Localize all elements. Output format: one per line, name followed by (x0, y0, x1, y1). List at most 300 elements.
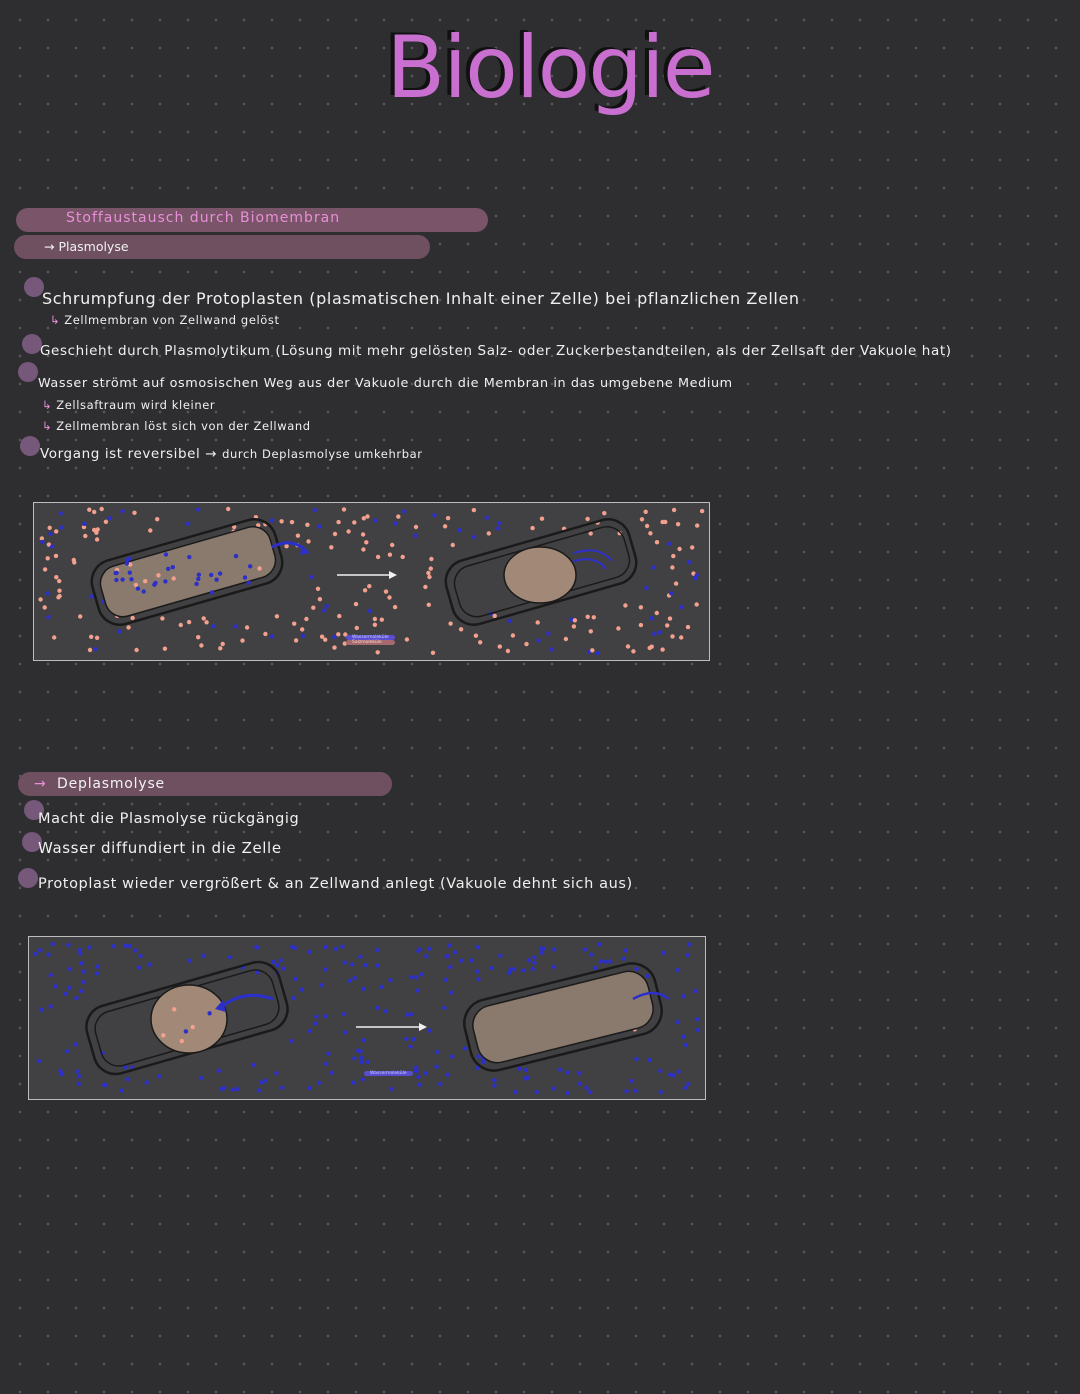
molecule-dot (634, 967, 638, 971)
molecule-dot (92, 510, 96, 514)
molecule-dot (343, 1030, 347, 1034)
molecule-dot (687, 942, 691, 946)
molecule-dot (404, 1037, 408, 1041)
molecule-dot (334, 947, 338, 951)
molecule-dot (434, 1065, 438, 1069)
molecule-dot (531, 967, 535, 971)
molecule-dot (251, 1063, 255, 1067)
molecule-dot (384, 1009, 388, 1013)
molecule-dot (681, 994, 685, 998)
plasmolyse-diagram (33, 502, 710, 661)
molecule-dot (573, 618, 577, 622)
molecule-dot (46, 615, 50, 619)
molecule-dot (270, 518, 274, 522)
molecule-dot (401, 555, 405, 559)
molecule-dot (271, 960, 275, 964)
note-text: Protoplast wieder vergrößert & an Zellwand anlegt (Vakuole dehnt sich aus) (38, 876, 633, 892)
molecule-dot (387, 595, 391, 599)
molecule-dot (79, 961, 83, 965)
molecule-dot (376, 555, 380, 559)
molecule-dot (572, 624, 576, 628)
molecule-dot (453, 950, 457, 954)
note-text: Zellmembran von Zellwand gelöst (64, 313, 280, 327)
molecule-dot (126, 1077, 130, 1081)
molecule-dot (414, 525, 418, 529)
molecule-dot (589, 629, 593, 633)
molecule-dot (524, 642, 528, 646)
molecule-dot (361, 987, 365, 991)
molecule-dot (74, 1042, 78, 1046)
molecule-dot (523, 1076, 527, 1080)
molecule-dot (590, 648, 594, 652)
molecule-dot (161, 1033, 165, 1037)
molecule-dot (350, 962, 354, 966)
molecule-dot (352, 1056, 356, 1060)
molecule-dot (40, 540, 44, 544)
molecule-dot (301, 634, 305, 638)
molecule-dot (431, 651, 435, 655)
molecule-dot (240, 638, 244, 642)
molecule-dot (104, 520, 108, 524)
molecule-dot (143, 579, 147, 583)
molecule-dot (120, 1088, 124, 1092)
molecule-dot (624, 948, 628, 952)
deplasmolyse-heading (34, 776, 165, 792)
molecule-dot (448, 621, 452, 625)
molecule-dot (498, 644, 502, 648)
molecule-dot (427, 575, 431, 579)
molecule-dot (279, 958, 283, 962)
molecule-dot (686, 625, 690, 629)
molecule-dot (393, 605, 397, 609)
molecule-dot (416, 949, 420, 953)
molecule-dot (43, 567, 47, 571)
molecule-dot (171, 565, 175, 569)
sub-heading (44, 239, 129, 254)
arrow-right-icon: → (34, 776, 58, 792)
molecule-dot (420, 972, 424, 976)
molecule-dot (411, 1037, 415, 1041)
molecule-dot (474, 634, 478, 638)
molecule-dot (89, 635, 93, 639)
molecule-dot (511, 633, 515, 637)
molecule-dot (259, 1080, 263, 1084)
molecule-dot (59, 511, 63, 515)
molecule-dot (163, 579, 167, 583)
note-line (38, 876, 633, 892)
molecule-dot (629, 1079, 633, 1083)
molecule-dot (88, 648, 92, 652)
molecule-dot (354, 602, 358, 606)
molecule-dot (82, 522, 86, 526)
molecule-dot (374, 518, 378, 522)
molecule-dot (390, 543, 394, 547)
molecule-dot (38, 597, 42, 601)
molecule-dot (142, 589, 146, 593)
molecule-dot (79, 989, 83, 993)
molecule-dot (390, 1087, 394, 1091)
molecule-dot (290, 945, 294, 949)
molecule-dot (280, 1086, 284, 1090)
note-sub-line (42, 398, 215, 412)
molecule-dot (63, 992, 67, 996)
molecule-dot (194, 582, 198, 586)
molecule-dot (459, 627, 463, 631)
molecule-dot (300, 987, 304, 991)
legend-water: Wassermoleküle (346, 635, 395, 640)
molecule-dot (451, 543, 455, 547)
molecule-dot (672, 508, 676, 512)
molecule-dot (211, 624, 215, 628)
molecule-dot (626, 644, 630, 648)
molecule-dot (274, 1071, 278, 1075)
molecule-dot (164, 552, 168, 556)
note-text: durch Deplasmolyse umkehrbar (222, 447, 423, 461)
molecule-dot (307, 1086, 311, 1090)
molecule-dot (275, 963, 279, 967)
molecule-dot (427, 603, 431, 607)
molecule-dot (275, 614, 279, 618)
molecule-dot (682, 1035, 686, 1039)
molecule-dot (530, 526, 534, 530)
molecule-dot (552, 947, 556, 951)
molecule-dot (231, 1088, 235, 1092)
molecule-dot (478, 640, 482, 644)
molecule-dot (668, 1073, 672, 1077)
molecule-dot (432, 513, 436, 517)
molecule-dot (54, 554, 58, 558)
molecule-dot (137, 965, 141, 969)
molecule-dot (129, 577, 133, 581)
note-text: Schrumpfung der Protoplasten (plasmatischen Inhalt einer Zelle) bei pflanzlichen Zellen (42, 289, 800, 308)
note-text: Geschieht durch Plasmolytikum (Lösung mit mehr gelösten Salz- oder Zuckerbestandteilen, als der Zellsaft der Vakuole hat) (40, 343, 952, 359)
bullet-dot (24, 277, 44, 297)
molecule-dot (92, 528, 96, 532)
molecule-dot (264, 1079, 268, 1083)
molecule-dot (257, 1088, 261, 1092)
molecule-dot (179, 623, 183, 627)
molecule-dot (300, 627, 304, 631)
molecule-dot (337, 614, 341, 618)
molecule-dot (155, 517, 159, 521)
molecule-dot (380, 618, 384, 622)
molecule-dot (693, 576, 697, 580)
molecule-dot (307, 950, 311, 954)
molecule-dot (204, 620, 208, 624)
molecule-dot (209, 573, 213, 577)
molecule-dot (127, 557, 131, 561)
molecule-dot (686, 1082, 690, 1086)
molecule-dot (388, 553, 392, 557)
molecule-dot (184, 1029, 188, 1033)
molecule-dot (647, 1058, 651, 1062)
molecule-dot (342, 507, 346, 511)
molecule-dot (648, 646, 652, 650)
note-line (40, 446, 423, 462)
molecule-dot (308, 1029, 312, 1033)
molecule-dot (540, 951, 544, 955)
section-heading: Stoffaustausch durch Biomembran (66, 210, 341, 226)
bullet-dot (20, 436, 40, 456)
molecule-dot (442, 1006, 446, 1010)
molecule-dot (59, 525, 63, 529)
molecule-dot (577, 1071, 581, 1075)
molecule-dot (646, 974, 650, 978)
molecule-dot (449, 990, 453, 994)
molecule-dot (120, 577, 124, 581)
molecule-dot (429, 557, 433, 561)
section-heading-bar (16, 208, 488, 232)
molecule-dot (218, 571, 222, 575)
molecule-dot (48, 1004, 52, 1008)
molecule-dot (469, 958, 473, 962)
molecule-dot (199, 643, 203, 647)
molecule-dot (293, 977, 297, 981)
note-text: Zellmembran löst sich von der Zellwand (56, 419, 311, 433)
molecule-dot (655, 540, 659, 544)
molecule-dot (540, 517, 544, 521)
molecule-dot (201, 954, 205, 958)
molecule-dot (683, 1086, 687, 1090)
molecule-dot (497, 521, 501, 525)
molecule-dot (290, 1039, 294, 1043)
molecule-dot (226, 507, 230, 511)
molecule-dot (651, 565, 655, 569)
molecule-dot (658, 630, 662, 634)
molecule-dot (348, 979, 352, 983)
molecule-dot (695, 1017, 699, 1021)
molecule-dot (512, 967, 516, 971)
molecule-dot (95, 971, 99, 975)
molecule-dot (424, 954, 428, 958)
bullet-dot (18, 362, 38, 382)
molecule-dot (695, 602, 699, 606)
water-flow-arrow (221, 995, 273, 1007)
note-text: Wasser diffundiert in die Zelle (38, 839, 282, 857)
molecule-dot (524, 1068, 528, 1072)
molecule-dot (74, 996, 78, 1000)
molecule-dot (414, 1069, 418, 1073)
molecule-dot (667, 542, 671, 546)
molecule-dot (314, 1014, 318, 1018)
molecule-dot (367, 584, 371, 588)
molecule-dot (676, 1070, 680, 1074)
molecule-dot (77, 1074, 81, 1078)
molecule-dot (631, 649, 635, 653)
molecule-dot (202, 616, 206, 620)
arrow-right-icon: → (44, 239, 59, 254)
molecule-dot (532, 955, 536, 959)
molecule-dot (361, 532, 365, 536)
hook-arrow-icon: ↳ (42, 419, 53, 433)
molecule-dot (133, 948, 137, 952)
molecule-dot (37, 1059, 41, 1063)
molecule-dot (320, 983, 324, 987)
molecule-dot (445, 954, 449, 958)
molecule-dot (78, 951, 82, 955)
molecule-dot (246, 581, 250, 585)
molecule-dot (313, 508, 317, 512)
molecule-dot (674, 581, 678, 585)
molecule-dot (148, 528, 152, 532)
molecule-dot (405, 637, 409, 641)
molecule-dot (684, 1043, 688, 1047)
molecule-dot (668, 616, 672, 620)
molecule-dot (132, 511, 136, 515)
molecule-dot (446, 516, 450, 520)
molecule-dot (644, 586, 648, 590)
molecule-dot (325, 604, 329, 608)
cell-turgid (87, 514, 310, 630)
molecule-dot (373, 623, 377, 627)
molecule-dot (33, 952, 37, 956)
note-line (40, 343, 952, 359)
molecule-dot (336, 632, 340, 636)
heading-text: Deplasmolyse (57, 776, 165, 792)
molecule-dot (413, 533, 417, 537)
molecule-dot (396, 514, 400, 518)
molecule-dot (424, 1071, 428, 1075)
molecule-dot (405, 1012, 409, 1016)
molecule-dot (585, 517, 589, 521)
molecule-dot (197, 573, 201, 577)
molecule-dot (669, 591, 673, 595)
molecule-dot (427, 947, 431, 951)
molecule-dot (416, 988, 420, 992)
cell-plasmolysed (441, 514, 642, 630)
molecule-dot (196, 635, 200, 639)
molecule-dot (49, 973, 53, 977)
molecule-dot (46, 953, 50, 957)
molecule-dot (676, 968, 680, 972)
molecule-dot (317, 524, 321, 528)
molecule-dot (57, 589, 61, 593)
molecule-dot (83, 534, 87, 538)
molecule-dot (187, 959, 191, 963)
molecule-dot (373, 617, 377, 621)
molecule-dot (48, 532, 52, 536)
molecule-dot (322, 608, 326, 612)
molecule-dot (695, 523, 699, 527)
molecule-dot (156, 573, 160, 577)
molecule-dot (410, 975, 414, 979)
bullet-dot (18, 868, 38, 888)
molecule-dot (323, 967, 327, 971)
molecule-dot (552, 1086, 556, 1090)
molecule-dot (578, 1082, 582, 1086)
molecule-dot (329, 545, 333, 549)
molecule-dot (340, 944, 344, 948)
molecule-dot (655, 611, 659, 615)
note-line (38, 839, 282, 857)
molecule-dot (589, 953, 593, 957)
molecule-dot (443, 524, 447, 528)
molecule-dot (427, 1028, 431, 1032)
molecule-dot (447, 943, 451, 947)
molecule-dot (508, 619, 512, 623)
molecule-dot (634, 1057, 638, 1061)
molecule-dot (114, 578, 118, 582)
molecule-dot (648, 531, 652, 535)
note-line (42, 289, 800, 308)
molecule-dot (160, 616, 164, 620)
molecule-dot (622, 956, 626, 960)
molecule-dot (245, 625, 249, 629)
molecule-dot (304, 617, 308, 621)
molecule-dot (134, 583, 138, 587)
molecule-dot (535, 1090, 539, 1094)
molecule-dot (72, 558, 76, 562)
molecule-dot (566, 1070, 570, 1074)
molecule-dot (361, 1077, 365, 1081)
molecule-dot (602, 511, 606, 515)
molecule-dot (332, 645, 336, 649)
molecule-dot (172, 1007, 176, 1011)
molecule-dot (50, 544, 54, 548)
molecule-dot (671, 554, 675, 558)
molecule-dot (565, 1091, 569, 1095)
molecule-dot (426, 571, 430, 575)
cell-plasmolysed (81, 957, 293, 1079)
molecule-dot (679, 635, 683, 639)
molecule-dot (48, 526, 52, 530)
molecule-dot (596, 651, 600, 655)
molecule-dot (517, 1067, 521, 1071)
molecule-dot (700, 509, 704, 513)
molecule-dot (318, 597, 322, 601)
molecule-dot (134, 648, 138, 652)
molecule-dot (623, 603, 627, 607)
molecule-dot (290, 520, 294, 524)
deplasmolyse-heading-bar (18, 772, 392, 796)
molecule-dot (492, 1078, 496, 1082)
molecule-dot (583, 947, 587, 951)
molecule-dot (77, 1082, 81, 1086)
molecule-dot (305, 523, 309, 527)
molecule-dot (82, 969, 86, 973)
molecule-dot (65, 1049, 69, 1053)
molecule-dot (375, 948, 379, 952)
molecule-dot (459, 958, 463, 962)
molecule-dot (694, 989, 698, 993)
molecule-dot (539, 946, 543, 950)
molecule-dot (324, 1062, 328, 1066)
molecule-dot (476, 1054, 480, 1058)
molecule-dot (136, 586, 140, 590)
molecule-dot (493, 614, 497, 618)
molecule-dot (187, 620, 191, 624)
molecule-dot (363, 588, 367, 592)
molecule-dot (114, 571, 118, 575)
molecule-dot (677, 547, 681, 551)
molecule-dot (332, 635, 336, 639)
molecule-dot (138, 954, 142, 958)
molecule-dot (603, 960, 607, 964)
note-text: Vorgang ist reversibel (40, 446, 201, 462)
molecule-dot (279, 519, 283, 523)
molecule-dot (292, 622, 296, 626)
molecule-dot (549, 647, 553, 651)
molecule-dot (593, 966, 597, 970)
molecule-dot (355, 626, 359, 630)
molecule-dot (670, 565, 674, 569)
arrow-right-icon: → (200, 446, 223, 462)
molecule-dot (95, 636, 99, 640)
molecule-dot (358, 1049, 362, 1053)
molecule-dot (163, 647, 167, 651)
molecule-dot (423, 585, 427, 589)
molecule-dot (366, 1060, 370, 1064)
